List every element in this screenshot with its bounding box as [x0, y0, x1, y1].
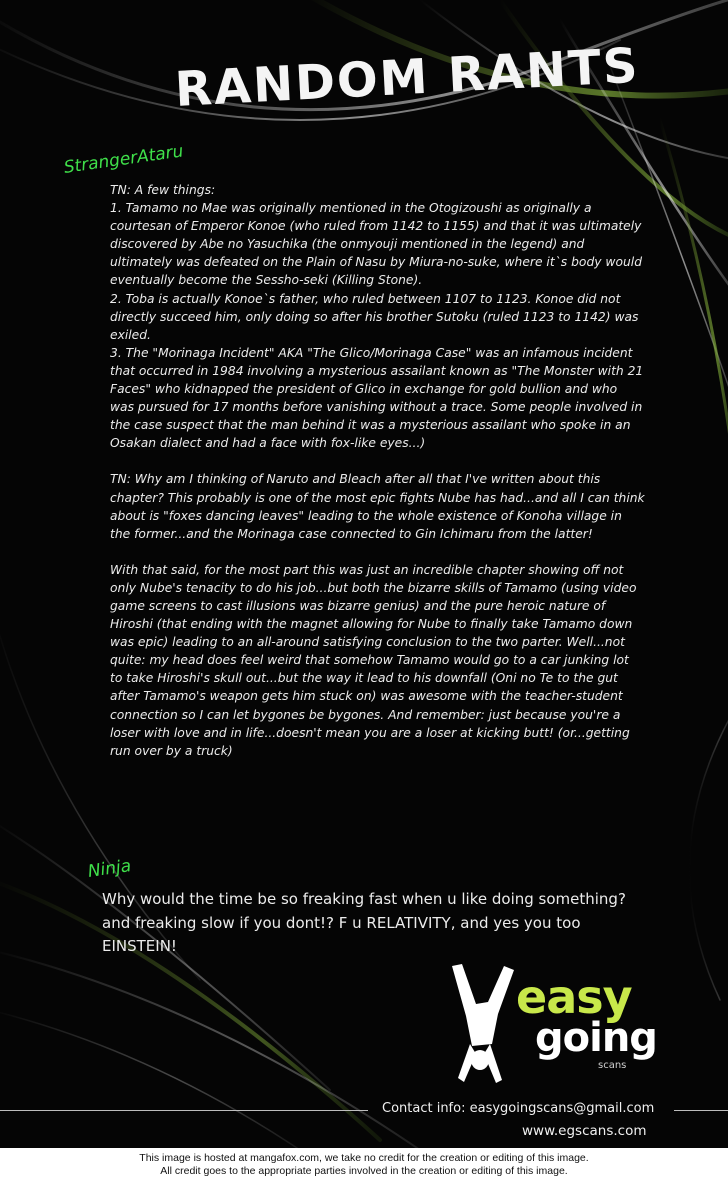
- disclaimer-line: This image is hosted at mangafox.com, we take no credit for the creation or editing of this image.: [139, 1152, 589, 1164]
- divider-line: [0, 1110, 368, 1111]
- contact-email-text: Contact info: easygoingscans@gmail.com: [382, 1101, 655, 1116]
- website-url-text: www.egscans.com: [522, 1123, 647, 1139]
- post-body-ninja: [102, 888, 632, 977]
- author-name-strangerataru: StrangerAtaru: [62, 141, 185, 178]
- page-title: RANDOM RANTS: [173, 37, 641, 118]
- hosting-disclaimer: [0, 1152, 728, 1178]
- disclaimer-line: All credit goes to the appropriate parties involved in the creation or editing of this image.: [160, 1165, 568, 1177]
- divider-line: [674, 1110, 728, 1111]
- handstand-figure-logo-icon: [432, 958, 522, 1088]
- logo-text-going: going: [535, 1015, 657, 1061]
- post-paragraph: TN: A few things: 1. Tamamo no Mae was originally mentioned in the Otogizoushi as originally a courtesan of Emperor Konoe (who ruled from 1142 to 1155) and that it was ultimately discovered by Abe no Yasuchika (the onmyouji mentioned in the legend) and ultimately was defeated on the Plain of Nasu by Miura-no-suke, where it`s body would eventually become the Sessho-seki (Killing Stone). 2. Toba is actually Konoe`s father, who ruled between 1107 to 1123. Konoe did not directly succeed him, only doing so after his brother Sutoku (ruled 1123 to 1142) was exiled. 3. The "Morinaga Incident" AKA "The Glico/Morinaga Case" was an infamous incident that occurred in 1984 involving a mysterious assailant known as "The Monster with 21 Faces" who kidnapped the president of Glico in exchange for gold bullion and who was pursued for 17 months before vanishing without a trace. Some people involved in the case suspect that the man behind it was a mysterious assailant who spoke in an Osakan dialect and had a face with fox-like eyes...): [110, 183, 644, 451]
- post-paragraph: Why would the time be so freaking fast when u like doing something? and freaking slow if you dont!? F u RELATIVITY, and yes you too EINSTEIN!: [102, 890, 626, 955]
- post-paragraph: TN: Why am I thinking of Naruto and Bleach after all that I've written about this chapter? This probably is one of the most epic fights Nube has had...and all I can think about is "foxes dancing leaves" leading to the whole existence of Konoha village in the former...and the Morinaga case connected to Gin Ichimaru from the latter!: [110, 472, 645, 541]
- post-body-strangerataru: [110, 181, 645, 778]
- post-paragraph: With that said, for the most part this was just an incredible chapter showing off not only Nube's tenacity to do his job...but both the bizarre skills of Tamamo (using video game screens to cast illusions was bizarre genius) and the pure heroic nature of Hiroshi (that ending with the magnet allowing for Nube to finally take Tamamo down was epic) leading to an all-around satisfying conclusion to the two parter. Well...not quite: my head does feel weird that somehow Tamamo would go to a car junking lot to take Hiroshi's skull out...but the way it lead to his downfall (Oni no Te to the gut after Tamamo's weapon gets him stuck on) was awesome with the teacher-student connection so I can let bygones be bygones. And remember: just because you're a loser with love and in life...doesn't mean you are a loser at kicking butt! (or...getting run over by a truck): [110, 562, 637, 758]
- logo-text-scans: scans: [598, 1060, 627, 1071]
- logo-text-easy: easy: [516, 970, 632, 1024]
- author-name-ninja: Ninja: [86, 856, 133, 882]
